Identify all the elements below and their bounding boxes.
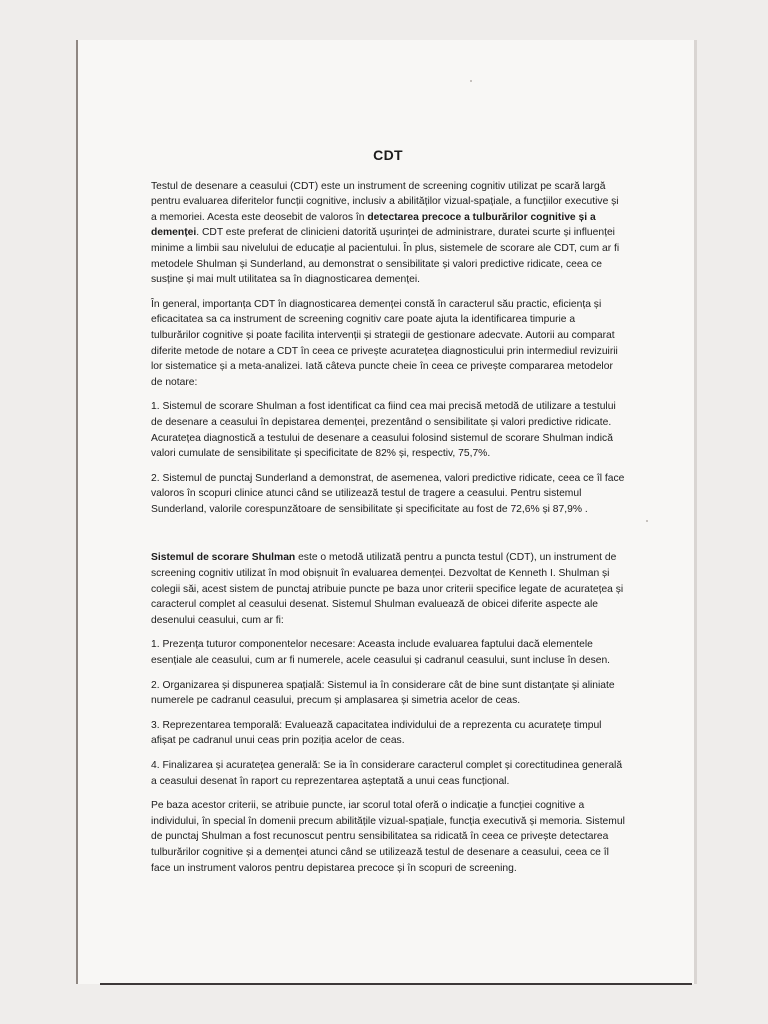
paragraph-point-shulman: 1. Sistemul de scorare Shulman a fost identificat ca fiind cea mai precisă metodă de utilizare a testului de desenare a ceasului în depistarea demenței, prezentând o sensibilitate și valori predictive ridicate. Acuratețea diagnostică a testului de desenare a ceasului folosind sistemul de scorare Shulman indică valori cumulate de sensibilitate și specificitate de 82% și, respectiv, 75,7%. xyxy=(151,401,616,460)
paper-right-shadow xyxy=(694,40,697,984)
criterion-temporal: 3. Reprezentarea temporală: Evaluează capacitatea individului de a reprezenta cu acuratețe timpul afișat pe cadranul unui ceas prin poziția acelor de ceas. xyxy=(151,719,602,747)
criterion-components: 1. Prezența tuturor componentelor necesare: Aceasta include evaluarea faptului dacă elementele esențiale ale ceasului, cum ar fi numerele, acele ceasului și cadranul ceasului, sunt incluse în desen. xyxy=(151,639,611,667)
document-title: CDT xyxy=(373,147,403,163)
paragraph-intro xyxy=(151,179,625,288)
scan-speck xyxy=(646,520,648,522)
criterion-spatial: 2. Organizarea și dispunerea spațială: Sistemul ia în considerare cât de bine sunt distanțate și aliniate numerele pe cadranul ceasului, precum și amplasarea și simetria acelor de ceas. xyxy=(151,679,615,707)
section-gap xyxy=(151,526,625,550)
paragraph-conclusion: Pe baza acestor criterii, se atribuie puncte, iar scorul total oferă o indicație a funcției cognitive a individului, în special în domenii precum abilitățile vizual-spațiale, funcția executivă și memoria. Sistemul de punctaj Shulman a fost recunoscut pentru sensibilitatea sa ridicată în ceea ce privește detectarea tulburărilor cognitive și a demenței atunci când se utilizează testul de desenare a ceasului, ceea ce îl face un instrument valoros pentru depistarea precoce și în scopuri de screening. xyxy=(151,800,625,874)
paragraph-importance: În general, importanța CDT în diagnosticarea demenței constă în caracterul său practic, eficiența și eficacitatea sa ca instrument de screening cognitiv care poate ajuta la identificarea timpurie a tulburărilor cognitive și poate facilita intervenții și strategii de gestionare adecvate. Autorii au comparat diferite metode de notare a CDT în ceea ce privește acuratețea diagnosticului prin intermediul revizuirii lor sistematice și a meta-analizei. Iată câteva puncte cheie în ceea ce privește compararea metodelor de notare: xyxy=(151,298,618,388)
document-body xyxy=(151,148,625,885)
paper-bottom-edge xyxy=(100,983,692,985)
scan-speck xyxy=(470,80,472,82)
paragraph-point-sunderland: 2. Sistemul de punctaj Sunderland a demonstrat, de asemenea, valori predictive ridicate, ceea ce îl face valoros în scopuri clinice atunci când se utilizează testul de tragere a ceasului. Pentru sistemul Sunderland, valorile corespunzătoare de sensibilitate și specificitate au fost de 72,6% și 87,9% . xyxy=(151,472,625,515)
paragraph-intro-text-2: . CDT este preferat de clinicieni datorită ușurinței de administrare, duratei scurte și influenței minime a limbii sau nivelului de educație al pacientului. În plus, sistemele de scorare ale CDT, cum ar fi metodele Shulman și Sunderland, au demonstrat o sensibilitate și valori predictive ridicate, ceea ce susține și mai mult utilitatea sa în diagnosticarea demenței. xyxy=(151,227,620,286)
paragraph-shulman-system-text: este o metodă utilizată pentru a puncta testul (CDT), un instrument de screening cognitiv utilizat în mod obișnuit în evaluarea demenței. Dezvoltat de Kenneth I. Shulman și colegii săi, acest sistem de punctaj atribuie puncte pe baza unor criterii specifice legate de acuratețea și caracterul complet al ceasului desenat. Sistemul Shulman evaluează de obicei diferite aspecte ale desenului ceasului, cum ar fi: xyxy=(151,552,624,626)
criterion-completion: 4. Finalizarea și acuratețea generală: Se ia în considerare caracterul complet și corectitudinea generală a ceasului desenat în raport cu reprezentarea așteptată a unui ceas funcțional. xyxy=(151,760,623,787)
paragraph-intro-text-1: Testul de desenare a ceasului (CDT) este un instrument de screening cognitiv utilizat pe scară largă pentru evaluarea diferitelor funcții cognitive, inclusiv a abilităților vizual-spațiale, a funcțiilor executive și a memoriei. Acesta este deosebit de valoros în xyxy=(151,180,619,223)
paragraph-shulman-system-bold: Sistemul de scorare Shulman xyxy=(151,552,296,564)
paragraph-intro-bold: detectarea precoce a tulburărilor cognitive și a demenței xyxy=(151,211,596,239)
paragraph-shulman-system xyxy=(151,550,625,628)
paper-left-edge xyxy=(76,40,78,984)
